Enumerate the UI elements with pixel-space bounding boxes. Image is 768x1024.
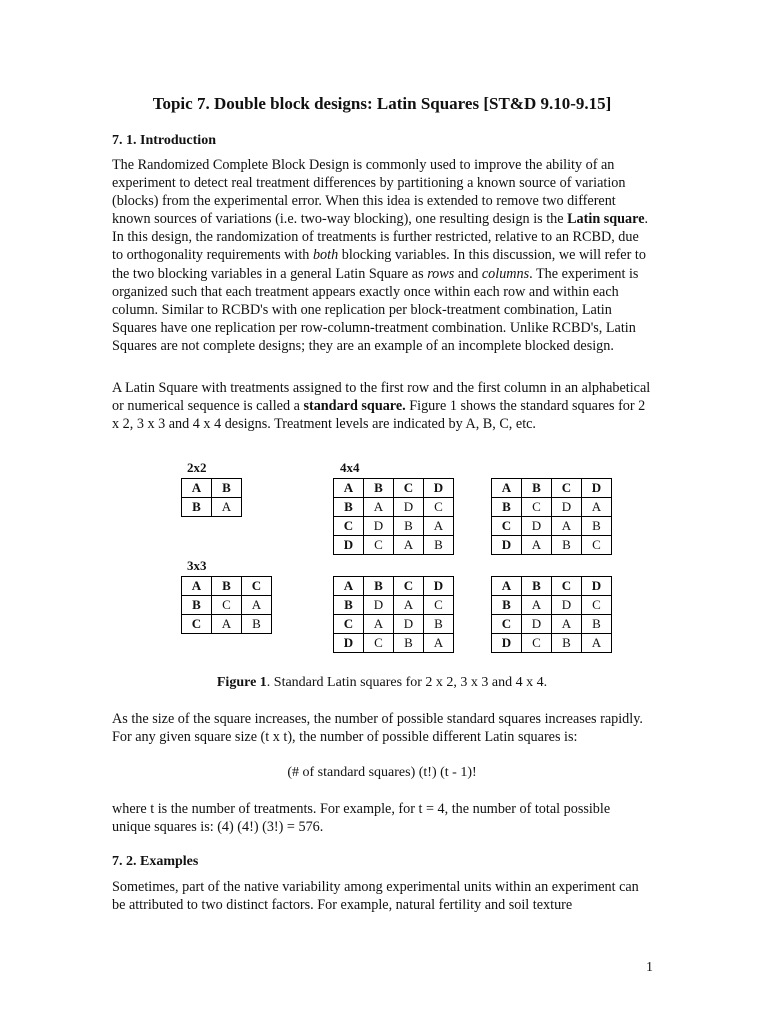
square-row xyxy=(492,517,612,536)
para1-run: blocking variables. In this discussion, we will refer to the two blocking variables in a general Latin Square as xyxy=(112,247,646,282)
standard-square-paragraph xyxy=(112,379,652,433)
square-cell: D xyxy=(334,634,364,653)
square-cell: B xyxy=(394,634,424,653)
square-row xyxy=(334,577,454,596)
square-cell: A xyxy=(582,498,612,517)
square-row xyxy=(182,577,272,596)
square-cell: A xyxy=(182,479,212,498)
square-cell: B xyxy=(424,536,454,555)
page-title: Topic 7. Double block designs: Latin Squares [ST&D 9.10-9.15] xyxy=(152,94,612,113)
section-heading-introduction: 7. 1. Introduction xyxy=(112,133,216,148)
count-formula: (# of standard squares) (t!) (t - 1)! xyxy=(287,765,477,780)
square-cell: A xyxy=(334,479,364,498)
square-row xyxy=(334,536,454,555)
square-cell: A xyxy=(242,596,272,615)
para1-run: and xyxy=(454,265,482,282)
figure-caption xyxy=(112,675,652,691)
square-cell: B xyxy=(522,479,552,498)
latin-square-4x4-a xyxy=(333,478,454,555)
square-cell: A xyxy=(424,517,454,536)
square-row xyxy=(182,479,242,498)
square-cell: A xyxy=(492,479,522,498)
square-cell: A xyxy=(212,498,242,517)
combinatorics-paragraph: As the size of the square increases, the number of possible standard squares increases rapidly. For any given square size (t x t), the number of possible different Latin squares is: xyxy=(112,711,643,746)
square-cell: A xyxy=(212,615,242,634)
square-cell: B xyxy=(552,536,582,555)
square-cell: B xyxy=(182,498,212,517)
square-row xyxy=(492,634,612,653)
para1-run: The Randomized Complete Block Design is commonly used to improve the ability of an experiment to detect real treatment differences by partitioning a known source of variation (blocks) from the experimental error. When this idea is extended to remove two different known sources of variations (i.e. two-way blocking), one resulting design is the xyxy=(112,157,626,228)
square-cell: C xyxy=(242,577,272,596)
label-2x2: 2x2 xyxy=(187,460,207,475)
square-cell: A xyxy=(492,577,522,596)
square-row xyxy=(182,498,242,517)
square-cell: A xyxy=(394,596,424,615)
para2-run: standard square. xyxy=(303,398,406,415)
square-cell: C xyxy=(492,517,522,536)
square-row xyxy=(334,596,454,615)
square-row xyxy=(492,596,612,615)
para1-run: columns xyxy=(481,265,530,282)
square-cell: B xyxy=(334,596,364,615)
para2-run: Figure 1 shows the standard squares for 2 x 2, 3 x 3 and 4 x 4 designs. Treatment levels are indicated by A, B, C, etc. xyxy=(112,398,646,433)
square-cell: C xyxy=(364,634,394,653)
square-cell: C xyxy=(582,536,612,555)
square-cell: D xyxy=(522,517,552,536)
square-cell: B xyxy=(334,498,364,517)
square-cell: A xyxy=(522,596,552,615)
square-cell: D xyxy=(582,479,612,498)
examples-paragraph: Sometimes, part of the native variability among experimental units within an experiment can be attributed to two distinct factors. For example, natural fertility and soil texture xyxy=(112,879,639,914)
square-cell: C xyxy=(334,615,364,634)
square-row xyxy=(334,479,454,498)
square-cell: D xyxy=(492,634,522,653)
square-cell: A xyxy=(552,615,582,634)
square-cell: C xyxy=(522,634,552,653)
label-3x3: 3x3 xyxy=(187,558,207,573)
square-cell: B xyxy=(492,596,522,615)
square-cell: B xyxy=(582,517,612,536)
figure-caption-text: . Standard Latin squares for 2 x 2, 3 x 3 and 4 x 4. xyxy=(266,675,548,690)
square-cell: C xyxy=(182,615,212,634)
square-cell: A xyxy=(522,536,552,555)
square-cell: C xyxy=(334,517,364,536)
latin-square-4x4-d xyxy=(491,576,612,653)
latin-square-4x4-c xyxy=(333,576,454,653)
square-row xyxy=(334,634,454,653)
square-cell: D xyxy=(394,498,424,517)
square-cell: D xyxy=(424,479,454,498)
square-cell: B xyxy=(212,479,242,498)
square-cell: C xyxy=(582,596,612,615)
square-cell: C xyxy=(552,577,582,596)
square-row xyxy=(334,517,454,536)
square-cell: C xyxy=(424,596,454,615)
square-cell: C xyxy=(552,479,582,498)
example-paragraph: where t is the number of treatments. For example, for t = 4, the number of total possible unique squares is: (4) (4!) (3!) = 576. xyxy=(112,801,611,836)
square-cell: D xyxy=(364,517,394,536)
square-row xyxy=(492,615,612,634)
square-cell: A xyxy=(334,577,364,596)
label-4x4: 4x4 xyxy=(340,460,360,475)
square-cell: A xyxy=(582,634,612,653)
square-cell: B xyxy=(552,634,582,653)
intro-paragraph xyxy=(112,156,652,355)
square-row xyxy=(492,536,612,555)
para2-run: A Latin Square with treatments assigned to the first row and the first column in an alphabetical or numerical sequence is called a xyxy=(112,380,651,415)
square-cell: D xyxy=(582,577,612,596)
square-cell: B xyxy=(582,615,612,634)
square-row xyxy=(182,615,272,634)
square-cell: D xyxy=(492,536,522,555)
square-cell: D xyxy=(552,596,582,615)
square-cell: D xyxy=(334,536,364,555)
square-row xyxy=(492,498,612,517)
square-cell: A xyxy=(364,498,394,517)
square-cell: B xyxy=(182,596,212,615)
latin-square-4x4-b xyxy=(491,478,612,555)
para1-run: rows xyxy=(427,265,455,282)
square-cell: B xyxy=(212,577,242,596)
square-cell: D xyxy=(394,615,424,634)
para1-run: . In this design, the randomization of treatments is further restricted, relative to an RCBD, due to orthogonality requirements with xyxy=(112,211,649,264)
square-cell: B xyxy=(492,498,522,517)
page-number: 1 xyxy=(646,960,653,975)
square-cell: D xyxy=(424,577,454,596)
square-cell: C xyxy=(394,479,424,498)
section-heading-examples: 7. 2. Examples xyxy=(112,854,199,869)
para1-run: both xyxy=(312,247,339,264)
square-cell: D xyxy=(522,615,552,634)
square-cell: B xyxy=(364,577,394,596)
square-cell: C xyxy=(424,498,454,517)
square-cell: C xyxy=(212,596,242,615)
square-cell: A xyxy=(364,615,394,634)
square-cell: A xyxy=(552,517,582,536)
square-cell: B xyxy=(424,615,454,634)
square-cell: C xyxy=(492,615,522,634)
square-cell: C xyxy=(522,498,552,517)
square-row xyxy=(182,596,272,615)
figure-caption-label: Figure 1 xyxy=(216,675,267,690)
square-cell: B xyxy=(394,517,424,536)
square-cell: B xyxy=(364,479,394,498)
square-cell: B xyxy=(522,577,552,596)
square-row xyxy=(334,498,454,517)
square-cell: A xyxy=(394,536,424,555)
square-row xyxy=(492,577,612,596)
square-cell: A xyxy=(182,577,212,596)
square-cell: B xyxy=(242,615,272,634)
latin-square-2x2 xyxy=(181,478,242,517)
square-cell: D xyxy=(364,596,394,615)
square-cell: C xyxy=(364,536,394,555)
square-row xyxy=(334,615,454,634)
square-cell: A xyxy=(424,634,454,653)
square-row xyxy=(492,479,612,498)
square-cell: D xyxy=(552,498,582,517)
para1-run: . The experiment is organized such that each treatment appears exactly once within each row and within each column. Similar to RCBD's with one replication per block-treatment combination, Latin Squares have one replication per row-column-treatment combination. Unlike RCBD's, Latin Squares are not complete designs; they are an example of an incomplete blocked design. xyxy=(112,265,639,354)
para1-run: Latin square xyxy=(567,211,645,228)
latin-square-3x3 xyxy=(181,576,272,634)
square-cell: C xyxy=(394,577,424,596)
